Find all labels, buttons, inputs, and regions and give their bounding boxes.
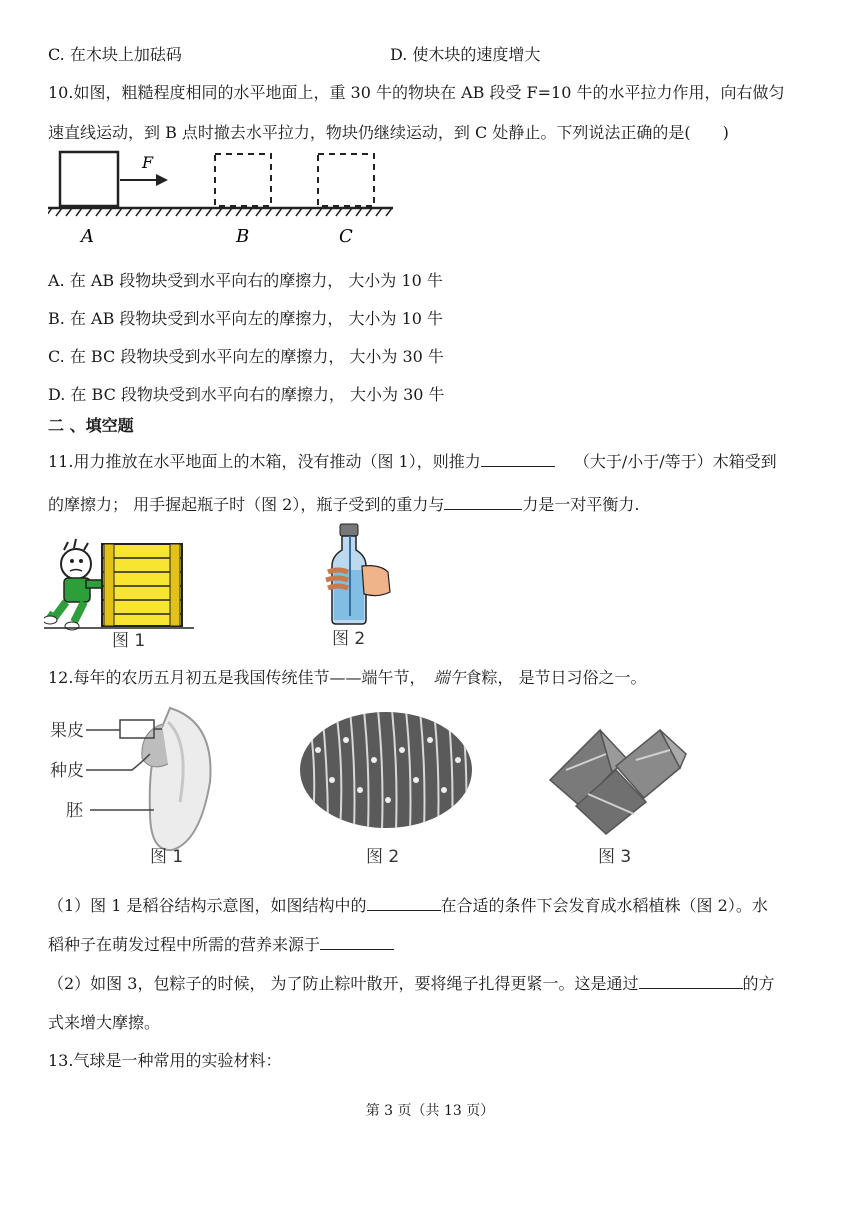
block-c-dashed [318,154,374,206]
q10-stem-line2: 速直线运动，到 B 点时撤去水平拉力，物块仍继续运动，到 C 处静止。下列说法正确的是( ) [48,123,729,142]
q12-p2-line2: 式来增大摩擦。 [48,1013,161,1032]
q12-figure3-zongzi [540,710,690,870]
cartoon-person [44,539,102,630]
force-arrowhead [156,174,168,186]
q12-p1-text-3: 稻种子在萌发过程中所需的营养来源于 [48,935,321,954]
q11-blank-1[interactable] [481,465,555,467]
q11-figure1-pushing-box [44,528,194,648]
section-title: 二 、填空题 [48,416,134,435]
q11-blank-2[interactable] [444,508,522,510]
point-b-label: B [236,226,250,247]
q11-fig2-caption: 图 2 [332,629,366,648]
q11-text-3: 的摩擦力； 用手握起瓶子时（图 2），瓶子受到的重力与 [48,495,445,514]
q10-option-c: C. 在 BC 段物块受到水平向左的摩擦力， 大小为 30 牛 [48,347,444,366]
q12-figure1-rice-grain [50,702,250,872]
q10-stem-line1: 10.如图，粗糙程度相同的水平地面上，重 30 牛的物块在 AB 段受 F=10 牛的水平拉力作用，向右做匀 [48,83,785,102]
q11-fig1-caption: 图 1 [112,631,146,648]
q9-option-d: D. 使木块的速度增大 [390,45,541,64]
wooden-box [102,544,182,626]
q11-line2 [48,492,639,515]
label-embryo: 胚 [66,801,83,821]
q12-figure2-rice-plants [298,710,478,870]
q12-stem-a: 12.每年的农历五月初五是我国传统佳节——端午节， [48,668,426,687]
bottle-cap [340,524,358,536]
point-a-label: A [81,226,94,247]
q9-option-c: C. 在木块上加砝码 [48,45,182,64]
q12-p2-line1 [48,971,775,994]
q11-text-2: （大于/小于/等于）木箱受到 [573,452,777,471]
label-seed-coat: 种皮 [50,761,84,781]
q12-blank-2[interactable] [320,948,394,950]
q11-line1 [48,449,777,472]
q11-text-1: 11.用力推放在水平地面上的木箱，没有推动（图 1），则推力 [48,452,481,471]
q12-p1-line1 [48,893,768,916]
q12-p2-text-1: （2）如图 3，包粽子的时候， 为了防止粽叶散开，要将绳子扎得更紧一。这是通过 [48,974,639,993]
force-label: F [142,153,154,172]
label-pericarp: 果皮 [50,721,84,741]
q13-stem: 13.气球是一种常用的实验材料： [48,1051,282,1070]
q10-option-d: D. 在 BC 段物块受到水平向右的摩擦力， 大小为 30 牛 [48,385,445,404]
q12-fig1-caption: 图 1 [150,847,184,867]
q10-option-a: A. 在 AB 段物块受到水平向右的摩擦力， 大小为 10 牛 [48,271,443,290]
page-number: 第 3 页（共 13 页） [365,1103,495,1119]
q12-p2-text-2: 的方 [742,974,775,993]
q12-p1-text-1: （1）图 1 是稻谷结构示意图，如图结构中的 [48,896,367,915]
q11-text-4: 力是一对平衡力. [522,495,640,514]
q12-p1-text-2: 在合适的条件下会发育成水稻植株（图 2）。水 [440,896,768,915]
point-c-label: C [339,226,353,247]
q12-stem-b: 食粽， 是节日习俗之一。 [465,668,647,687]
q10-option-b: B. 在 AB 段物块受到水平向左的摩擦力， 大小为 10 牛 [48,309,444,328]
block-a [60,152,118,206]
q11-figure2-bottle [318,520,398,648]
q12-p1-line2 [48,932,394,955]
block-b-dashed [215,154,271,206]
q12-blank-3[interactable] [639,987,743,989]
q10-friction-figure [48,148,398,248]
q12-stem [48,665,647,688]
hand [362,566,390,596]
q12-fig2-caption: 图 2 [366,847,400,867]
q12-stem-italic: 端午 [433,668,466,687]
q12-fig3-caption: 图 3 [598,847,632,867]
q12-blank-1[interactable] [367,909,441,911]
